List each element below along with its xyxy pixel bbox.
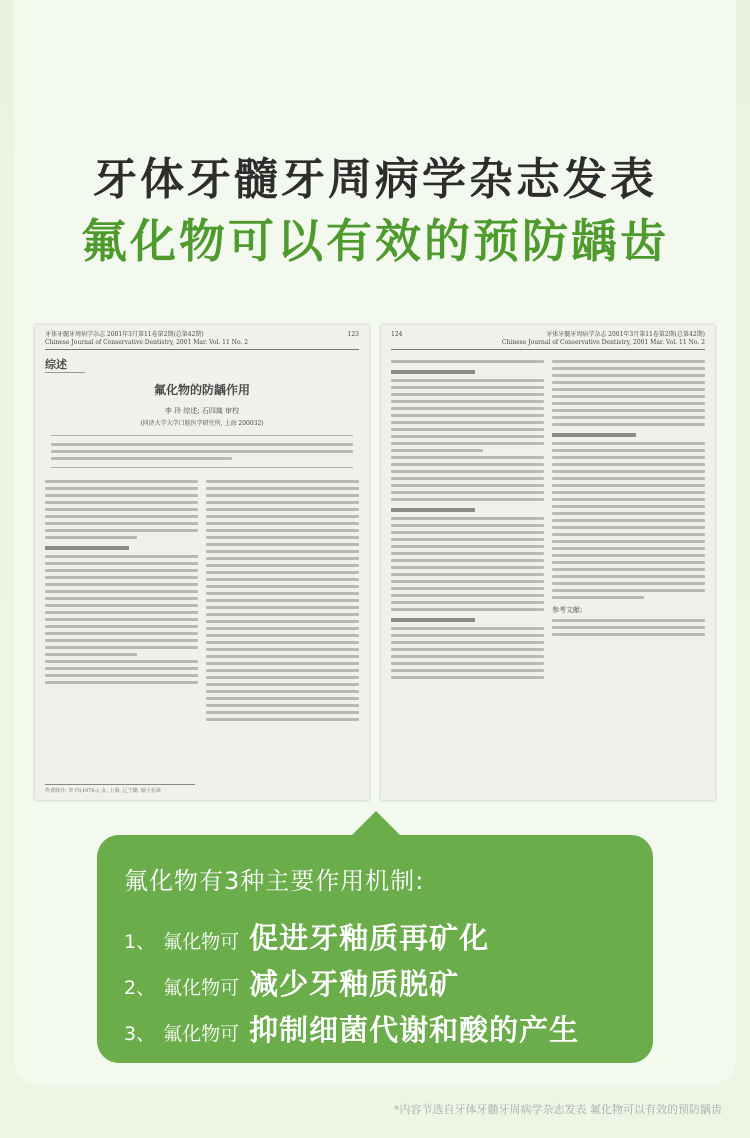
- journal-page-right: [381, 325, 715, 800]
- body-columns: [391, 356, 705, 683]
- mechanism-prefix: 氟化物可: [163, 931, 240, 953]
- body-column-right: [552, 356, 705, 683]
- running-head-en: Chinese Journal of Conservative Dentistry, 2001 Mar. Vol. 11 No. 2: [501, 339, 705, 346]
- mechanism-number: 1、: [124, 931, 156, 953]
- mechanism-item: [124, 1008, 579, 1049]
- body-columns: [45, 476, 359, 725]
- running-head: [391, 331, 705, 350]
- mechanism-text: 抑制细菌代谢和酸的产生: [249, 1013, 580, 1047]
- author-footnote: 作者简介: 李 玲(1976-), 女, 上海, 辽宁籍, 硕士在读: [45, 784, 195, 794]
- headline-line1: 牙体牙髓牙周病学杂志发表: [93, 154, 657, 205]
- source-footnote: *内容节选自牙体牙髓牙周病学杂志发表 氟化物可以有效的预防龋齿: [394, 1103, 722, 1116]
- bubble-pointer: [351, 811, 401, 836]
- body-column-left: [45, 476, 198, 725]
- running-head: [45, 331, 359, 350]
- mechanism-bubble: [97, 835, 653, 1063]
- mechanism-prefix: 氟化物可: [163, 1023, 240, 1045]
- running-head-cn: 牙体牙髓牙周病学杂志 2001年3月第11卷第2期(总第42期): [546, 331, 705, 338]
- bubble-title: 氟化物有3种主要作用机制:: [124, 867, 425, 895]
- page-number-top: 124: [391, 331, 403, 338]
- page-number-top: 123: [347, 331, 359, 338]
- mechanism-text: 促进牙釉质再矿化: [249, 921, 490, 955]
- references-label: 参考文献:: [552, 606, 583, 614]
- journal-page-left: [35, 325, 369, 800]
- headline-line2: 氟化物可以有效的预防龋齿: [81, 214, 669, 268]
- mechanism-text: 减少牙釉质脱矿: [249, 967, 460, 1001]
- body-column-left: [391, 356, 544, 683]
- running-head-cn: 牙体牙髓牙周病学杂志 2001年3月第11卷第2期(总第42期): [45, 331, 204, 338]
- mechanism-number: 3、: [124, 1023, 156, 1045]
- mechanism-item: [124, 962, 459, 1003]
- article-affiliation: (同济大学大学口腔医学研究所, 上海 200032): [140, 420, 264, 427]
- body-column-right: [206, 476, 359, 725]
- article-authors: 李 玲 综述; 石四箴 审校: [164, 407, 240, 415]
- mechanism-prefix: 氟化物可: [163, 977, 240, 999]
- mechanism-number: 2、: [124, 977, 156, 999]
- running-head-en: Chinese Journal of Conservative Dentistry, 2001 Mar. Vol. 11 No. 2: [45, 339, 249, 346]
- section-tag: 综述: [45, 356, 85, 373]
- mechanism-item: [124, 916, 489, 957]
- abstract-box: [51, 435, 353, 468]
- article-title: 氟化物的防龋作用: [153, 383, 250, 397]
